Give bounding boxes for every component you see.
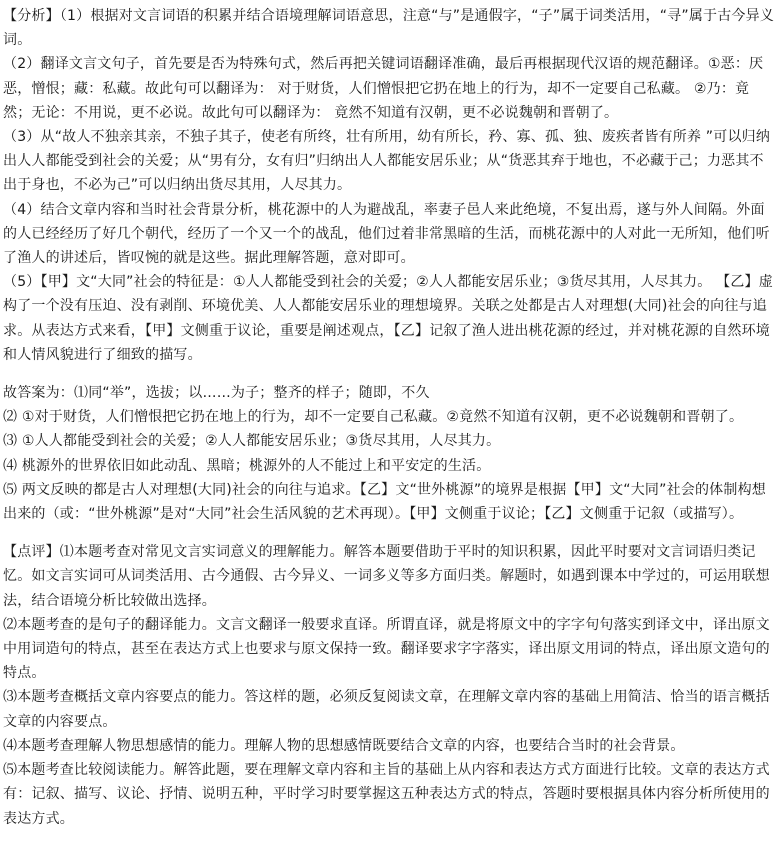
analysis-paragraph-5: （5）【甲】文“大同”社会的特征是：①人人都能受到社会的关爱；②人人都能安居乐业；③货尽其用，人尽其力。 【乙】虚构了一个没有压迫、没有剥削、环境优美、人人都能安居乐业的理想境界。关联之处都是古人对理想(大同)社会的向往与追求。从表达方式来看，【甲】文侧重于议论，重要是阐述观点，【乙】记叙了渔人进出桃花源的经过，并对桃花源的自然环境和人情风貌进行了细致的描写。 xyxy=(3,274,773,363)
answer-line-1: 故答案为：⑴同“举”，选拔；以……为子；整齐的样子；随即，不久 xyxy=(3,385,430,402)
analysis-paragraph-1 xyxy=(3,4,776,52)
answer-line-5: ⑸ 两文反映的都是古人对理想(大同)社会的向往与追求。【乙】文“世外桃源”的境界是根据【甲】文“大同”社会的体制构想出来的（或：“世外桃源”是对“大同”社会生活风貌的艺术再现）。【甲】文侧重于议论；【乙】文侧重于记叙（或描写）。 xyxy=(3,481,766,523)
answer-section xyxy=(3,381,776,526)
comment-section xyxy=(3,540,776,830)
answer-line-3: ⑶ ①人人都能受到社会的关爱；②人人都能安居乐业；③货尽其用，人尽其力。 xyxy=(3,433,501,450)
analysis-header: 【分析】 xyxy=(3,8,60,24)
comment-line-4: ⑷本题考查理解人物思想感情的能力。理解人物的思想感情既要结合文章的内容，也要结合当时的社会背景。 xyxy=(3,737,685,754)
analysis-section xyxy=(3,4,776,367)
section-spacer xyxy=(3,367,776,381)
section-spacer xyxy=(3,526,776,540)
analysis-text-1: （1）根据对文言词语的积累并结合语境理解词语意思，注意“与”是通假字，“子”属于词类活用，“寻”属于古今异义词。 xyxy=(3,8,775,49)
comment-line-3: ⑶本题考查概括文章内容要点的能力。答这样的题，必须反复阅读文章，在理解文章内容的基础上用简洁、恰当的语言概括文章的内容要点。 xyxy=(3,689,770,730)
analysis-paragraph-2: （2）翻译文言文句子，首先要是否为特殊句式，然后再把关键词语翻译准确，最后再根据现代汉语的规范翻译。①恶：厌恶，憎恨；藏：私藏。故此句可以翻译为： 对于财货，人们憎恨把它扔在地上的行为，却不一定要自己私藏。 ②乃：竟然；无论：不用说，更不必说。故此句可以翻译为： 竟然不知道有汉朝，更不必说魏朝和晋朝了。 xyxy=(3,56,764,121)
answer-line-4: ⑷ 桃源外的世界依旧如此动乱、黑暗；桃源外的人不能过上和平安定的生活。 xyxy=(3,457,491,474)
comment-line-1: 【点评】⑴本题考查对常见文言实词意义的理解能力。解答本题要借助于平时的知识积累，因此平时要对文言词语归类记忆。如文言实词可从词类活用、古今通假、古今异义、一词多义等多方面归类。解题时，如遇到课本中学过的，可运用联想法，结合语境分析比较做出选择。 xyxy=(3,544,770,609)
analysis-paragraph-4: （4）结合文章内容和当时社会背景分析，桃花源中的人为避战乱，率妻子邑人来此绝境，不复出焉，遂与外人间隔。外面的人已经经历了好几个朝代，经历了一个又一个的战乱，他们过着非常黑暗的生活，而桃花源中的人对此一无所知，他们听了渔人的讲述后，皆叹惋的就是这些。据此理解答题，意对即可。 xyxy=(3,201,770,267)
comment-line-5: ⑸本题考查比较阅读能力。解答此题，要在理解文章内容和主旨的基础上从内容和表达方式方面进行比较。文章的表达方式有：记叙、描写、议论、抒情、说明五种，平时学习时要掌握这五种表达方式的特点，答题时要根据具体内容分析所使用的表达方式。 xyxy=(3,762,770,827)
answer-line-2: ⑵ ①对于财货，人们憎恨把它扔在地上的行为，却不一定要自己私藏。②竟然不知道有汉朝，更不必说魏朝和晋朝了。 xyxy=(3,409,744,426)
analysis-paragraph-3: （3）从“故人不独亲其亲，不独子其子，使老有所终，壮有所用，幼有所长，矜、寡、孤、独、废疾者皆有所养 ”可以归纳出人人都能受到社会的关爱；从“男有分，女有归”归纳出人人都能安居乐业；从“货恶其弃于地也，不必藏于己；力恶其不出于身也，不必为己”可以归纳出货尽其用，人尽其力。 xyxy=(3,129,771,194)
comment-line-2: ⑵本题考查的是句子的翻译能力。文言文翻译一般要求直译。所谓直译，就是将原文中的字字句句落实到译文中，译出原文中用词造句的特点，甚至在表达方式上也要求与原文保持一致。翻译要求字字落实，译出原文用词的特点，译出原文造句的特点。 xyxy=(3,616,770,682)
